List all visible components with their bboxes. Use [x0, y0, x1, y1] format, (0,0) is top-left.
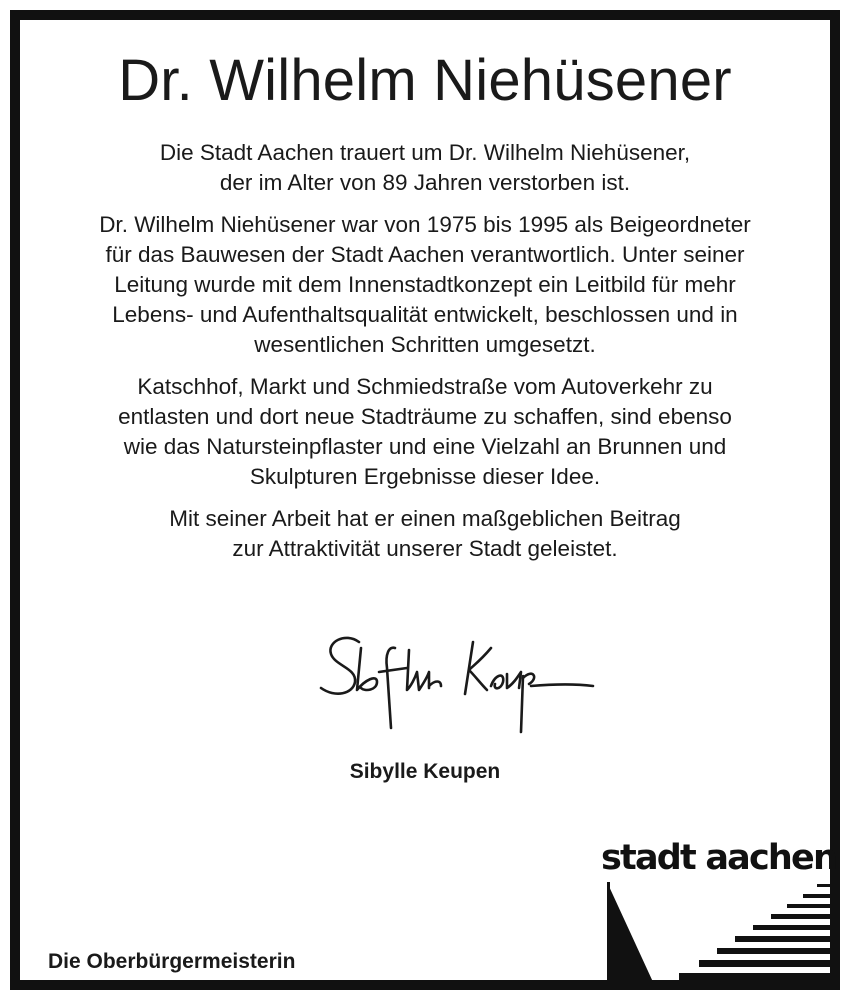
signer-role: Die Oberbürgermeisterin — [48, 950, 296, 973]
text-line: Mit seiner Arbeit hat er einen maßgeblichen Beitrag — [169, 506, 681, 531]
paragraph-career — [20, 210, 830, 360]
text-line: Dr. Wilhelm Niehüsener war von 1975 bis 1995 als Beigeordneter — [99, 212, 751, 237]
text-line: wesentlichen Schritten umgesetzt. — [254, 332, 596, 357]
signer-name: Sibylle Keupen — [349, 760, 501, 783]
handwritten-signature — [315, 628, 595, 738]
text-line: zur Attraktivität unserer Stadt geleistet. — [232, 536, 618, 561]
paragraph-tribute — [20, 504, 830, 564]
logo-stripes-graphic — [607, 882, 831, 982]
text-line: wie das Natursteinpflaster und eine Vielzahl an Brunnen und — [123, 434, 727, 459]
text-line: Skulpturen Ergebnisse dieser Idee. — [249, 464, 601, 489]
text-line: Leitung wurde mit dem Innenstadtkonzept ein Leitbild für mehr — [114, 272, 736, 297]
text-line: für das Bauwesen der Stadt Aachen verantwortlich. Unter seiner — [105, 242, 745, 267]
stadt-aachen-logo — [601, 838, 837, 983]
paragraph-achievements — [20, 372, 830, 492]
notice-body — [20, 138, 830, 576]
notice-title: Dr. Wilhelm Niehüsener — [118, 48, 732, 113]
text-line: Die Stadt Aachen trauert um Dr. Wilhelm Niehüsener, — [159, 140, 691, 165]
text-line: der im Alter von 89 Jahren verstorben ist. — [219, 170, 631, 195]
paragraph-condolence — [20, 138, 830, 198]
text-line: Katschhof, Markt und Schmiedstraße vom Autoverkehr zu — [137, 374, 713, 399]
logo-wordmark: stadt aachen — [601, 838, 837, 878]
text-line: entlasten und dort neue Stadträume zu schaffen, sind ebenso — [118, 404, 732, 429]
text-line: Lebens- und Aufenthaltsqualität entwickelt, beschlossen und in — [112, 302, 738, 327]
obituary-notice — [10, 10, 840, 990]
